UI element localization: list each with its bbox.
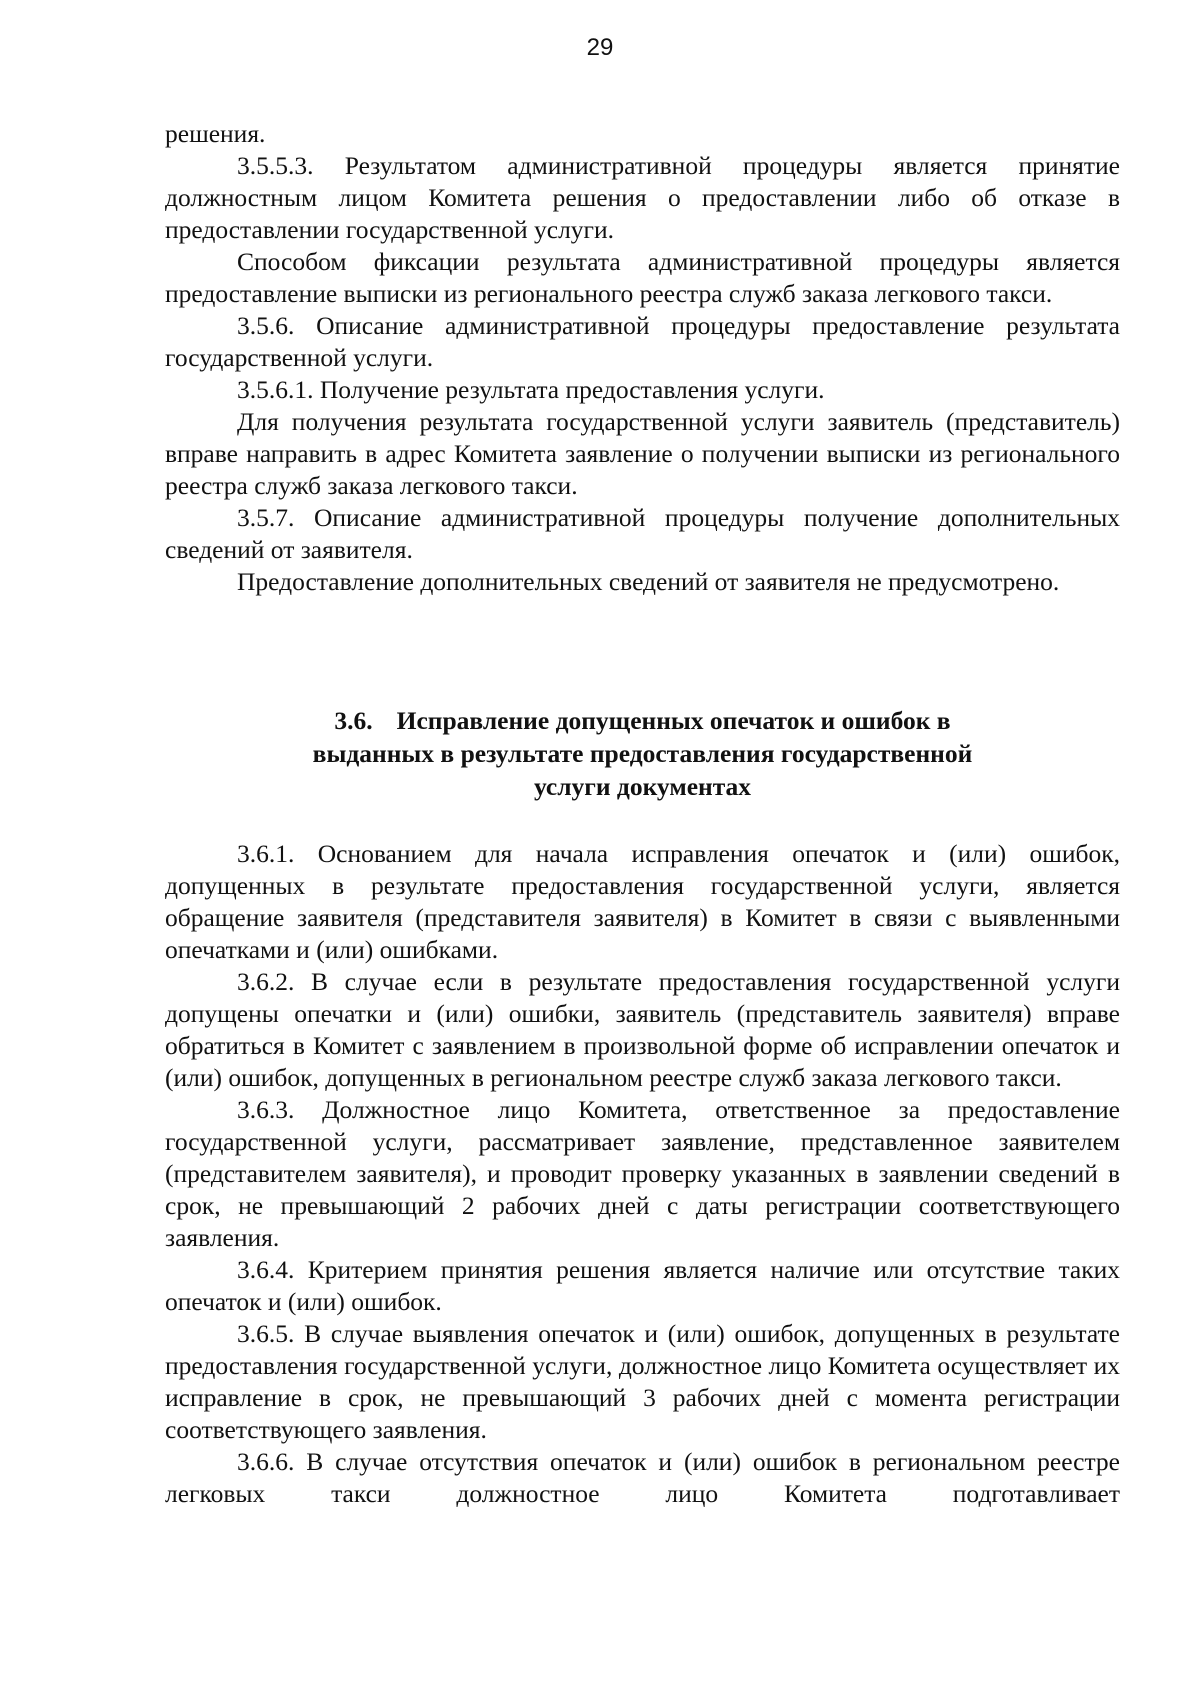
paragraph: 3.6.3. Должностное лицо Комитета, ответственное за предоставление государственной услуги, рассматривает заявление, представленное заявителем (представителем заявителя), и проводит проверку указанных в заявлении сведений в срок, не превышающий 2 рабочих дней с даты регистрации соответствующего заявления. (165, 1095, 1120, 1252)
paragraph: 3.5.5.3. Результатом административной процедуры является принятие должностным лицом Комитета решения о предоставлении либо об отказе в предоставлении государственной услуги. (165, 151, 1120, 244)
section-number: 3.6. (334, 706, 373, 735)
paragraph: 3.6.1. Основанием для начала исправления опечаток и (или) ошибок, допущенных в результате предоставления государственной услуги, является обращение заявителя (представителя заявителя) в Комитет в связи с выявленными опечатками и (или) ошибками. (165, 839, 1120, 964)
section-title-line: выданных в результате предоставления государственной (312, 739, 973, 768)
paragraph: 3.6.2. В случае если в результате предоставления государственной услуги допущены опечатки и (или) ошибки, заявитель (представитель заявителя) вправе обратиться в Комитет с заявлением в произвольной форме об исправлении опечаток и (или) ошибок, допущенных в региональном реестре служб заказа легкового такси. (165, 967, 1120, 1092)
paragraph: 3.6.5. В случае выявления опечаток и (или) ошибок, допущенных в результате предоставления государственной услуги, должностное лицо Комитета осуществляет их исправление в срок, не превышающий 3 рабочих дней с момента регистрации соответствующего заявления. (165, 1319, 1120, 1444)
paragraph: Предоставление дополнительных сведений от заявителя не предусмотрено. (237, 567, 1060, 596)
paragraph: Способом фиксации результата административной процедуры является предоставление выписки из регионального реестра служб заказа легкового такси. (165, 247, 1120, 308)
text-block-top (165, 118, 1120, 598)
paragraph: 3.5.6. Описание административной процедуры предоставление результата государственной услуги. (165, 311, 1120, 372)
paragraph: 3.6.6. В случае отсутствия опечаток и (или) ошибок в региональном реестре легковых такси должностное лицо Комитета подготавливает (165, 1447, 1120, 1508)
paragraph: 3.5.7. Описание административной процедуры получение дополнительных сведений от заявителя. (165, 503, 1120, 564)
page-number: 29 (586, 34, 614, 61)
section-title-line: Исправление допущенных опечаток и ошибок в (396, 706, 951, 735)
paragraph: Для получения результата государственной услуги заявитель (представитель) вправе направить в адрес Комитета заявление о получении выписки из регионального реестра служб заказа легкового такси. (165, 407, 1120, 500)
paragraph: решения. (165, 119, 266, 148)
paragraph: 3.5.6.1. Получение результата предоставления услуги. (237, 375, 825, 404)
section-heading (165, 704, 1120, 803)
paragraph: 3.6.4. Критерием принятия решения является наличие или отсутствие таких опечаток и (или) ошибок. (165, 1255, 1120, 1316)
text-block-bottom (165, 838, 1120, 1510)
section-title-line: услуги документах (533, 772, 752, 801)
